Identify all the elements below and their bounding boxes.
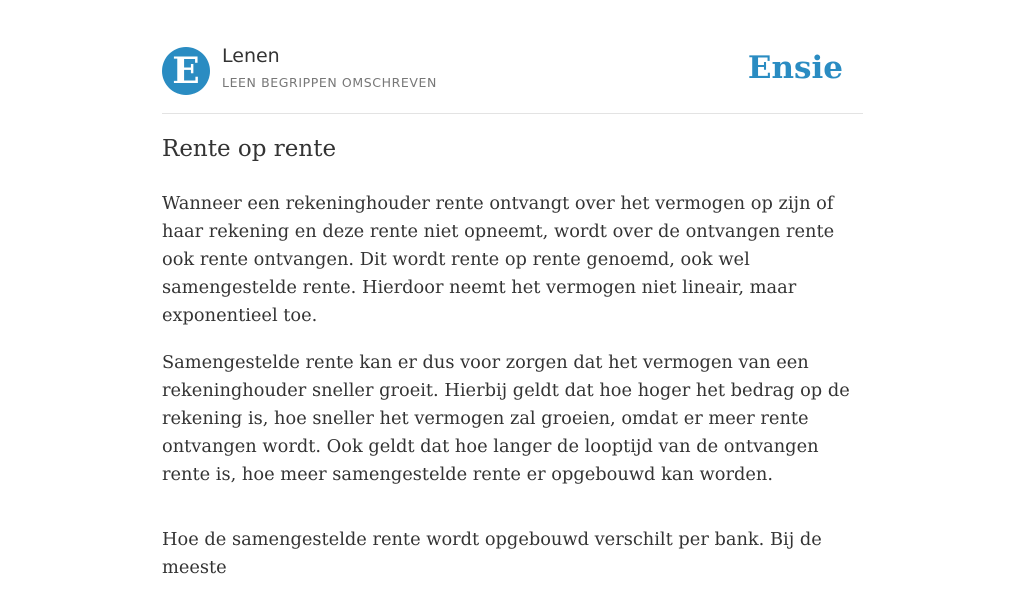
article-paragraph: Wanneer een rekeninghouder rente ontvangt over het vermogen op zijn of haar rekening en deze rente niet opneemt, wordt over de ontvangen rente ook rente ontvangen. Dit wordt rente op rente genoemd, ook wel samengestelde rente. Hierdoor neemt het vermogen niet lineair, maar exponentieel toe. — [162, 193, 835, 326]
category-subtitle: LEEN BEGRIPPEN OMSCHREVEN — [222, 75, 437, 90]
category-link[interactable]: Lenen — [222, 45, 280, 67]
content-container — [162, 0, 863, 578]
article-paragraph: Samengestelde rente kan er dus voor zorgen dat het vermogen van een rekeninghouder sneller groeit. Hierbij geldt dat hoe hoger het bedrag op de rekening is, hoe sneller het vermogen zal groeien, omdat er meer rente ontvangen wordt. Ook geldt dat hoe langer de looptijd van de ontvangen rente is, hoe meer samengestelde rente er opgebouwd kan worden. — [162, 352, 850, 485]
article-paragraph: Hoe de samengestelde rente wordt opgebouwd verschilt per bank. Bij de meeste — [162, 529, 822, 578]
header — [162, 0, 863, 114]
page-title: Rente op rente — [162, 136, 337, 162]
ensie-logo-icon[interactable]: E — [162, 47, 210, 95]
article-body — [162, 190, 867, 601]
brand-logo[interactable]: Ensie — [747, 50, 843, 86]
